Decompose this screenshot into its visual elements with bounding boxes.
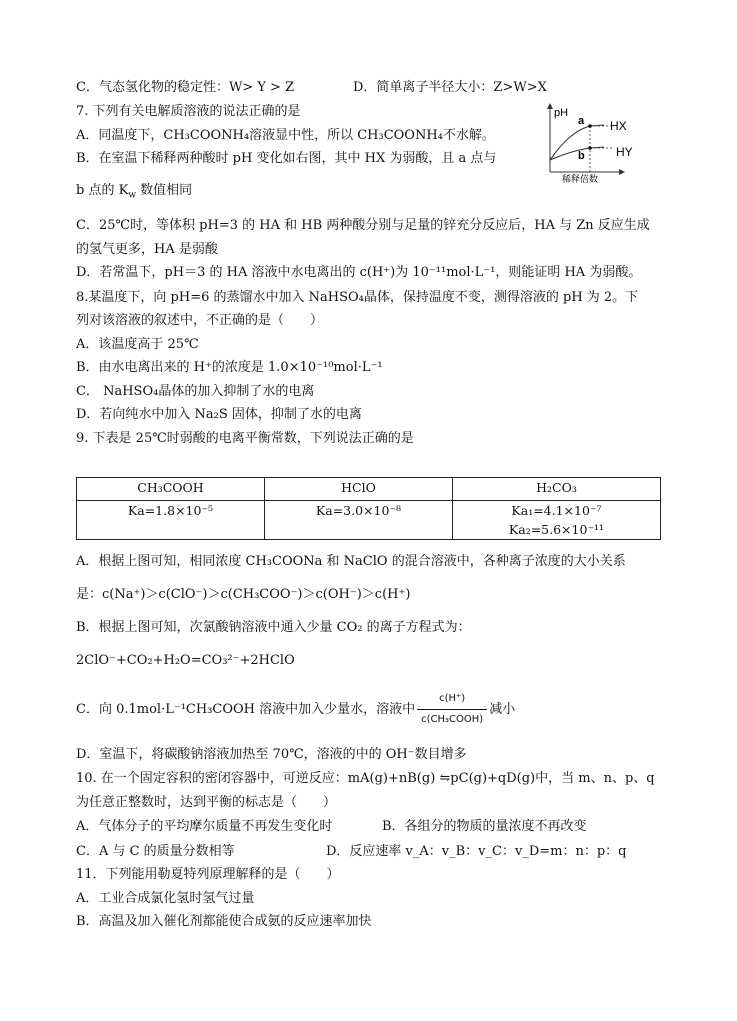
q8-option-b: B．由水电离出来的 H⁺的浓度是 1.0×10⁻¹⁰mol·L⁻¹: [76, 360, 383, 375]
q8-option-a: A．该温度高于 25℃: [76, 337, 199, 352]
q9-option-c: [76, 690, 515, 729]
q11-stem: 11．下列能用勒夏特列原理解释的是（ ）: [76, 867, 340, 882]
curve-hx: [550, 125, 604, 160]
q9-option-b-line2: 2ClO⁻+CO₂+H₂O=CO₃²⁻+2HClO: [76, 653, 295, 668]
q6-option-d: D．简单离子半径大小：Z>W>X: [353, 80, 547, 95]
q10-option-c: C．A 与 C 的质量分数相等: [76, 844, 235, 859]
q9-option-a-line1: A．根据上图可知，相同浓度 CH₃COONa 和 NaClO 的混合溶液中，各种离子浓度的大小关系: [76, 554, 626, 569]
point-b-label: b: [578, 150, 585, 162]
table-header-row: [77, 478, 661, 501]
ka-h2co3: [452, 501, 660, 540]
q7-option-a: A．同温度下，CH₃COONH₄溶液显中性，所以 CH₃COONH₄不水解。: [76, 128, 495, 143]
q7-stem: 7. 下列有关电解质溶液的说法正确的是: [76, 104, 301, 119]
ka1-h2co3: Ka₁=4.1×10⁻⁷: [511, 503, 602, 518]
q11-option-a: A．工业合成氯化氢时氢气过量: [76, 891, 255, 906]
table-value-row: [77, 501, 661, 540]
ka-ch3cooh: Ka=1.8×10⁻⁵: [77, 501, 265, 540]
q9-c-post: 减小: [489, 702, 516, 717]
q9-option-b-line1: B．根据上图可知，次氯酸钠溶液中通入少量 CO₂ 的离子方程式为：: [76, 620, 471, 635]
header-h2co3: H₂CO₃: [452, 478, 660, 501]
y-axis-label: pH: [554, 107, 569, 119]
q10-option-a: A．气体分子的平均摩尔质量不再发生变化时: [76, 819, 333, 834]
ratio-numerator: c(H⁺): [417, 690, 487, 710]
ratio-denominator: c(CH₃COOH): [421, 714, 484, 725]
q9-option-a-line2: 是：c(Na⁺)＞c(ClO⁻)＞c(CH₃COO⁻)＞c(OH⁻)＞c(H⁺): [76, 587, 411, 602]
curve-hy-label: HY: [616, 145, 633, 159]
concentration-ratio: [417, 690, 487, 729]
q7-b2-text: b 点的 K: [76, 183, 129, 198]
q7-option-b-line1: B．在室温下稀释两种酸时 pH 变化如右图，其中 HX 为弱酸，且 a 点与: [76, 151, 497, 166]
point-a-dot: [588, 124, 592, 128]
q8-option-c: C． NaHSO₄晶体的加入抑制了水的电离: [76, 384, 315, 399]
q8-stem-line2: 列对该溶液的叙述中，不正确的是（ ）: [76, 313, 324, 328]
q11-option-b: B．高温及加入催化剂都能使合成氨的反应速率加快: [76, 914, 372, 929]
header-hclo: HClO: [264, 478, 452, 501]
ionization-constant-table: [76, 477, 661, 540]
point-b-dot: [588, 146, 592, 150]
q7-option-d: D．若常温下，pH＝3 的 HA 溶液中水电离出的 c(H⁺)为 10⁻¹¹mol·L⁻¹，则能证明 HA 为弱酸。: [76, 265, 642, 280]
ka-hclo: Ka=3.0×10⁻⁸: [264, 501, 452, 540]
q10-stem-line1: 10. 在一个固定容积的密闭容器中，可逆反应：mA(g)+nB(g) ⇋pC(g)+qD(g)中，当 m、n、p、q: [76, 771, 655, 786]
q9-c-pre: C．向 0.1mol·L⁻¹CH₃COOH 溶液中加入少量水，溶液中: [76, 702, 416, 717]
q8-stem-line1: 8.某温度下，向 pH=6 的蒸馏水中加入 NaHSO₄晶体，保持温度不变，测得溶液的 pH 为 2。下: [76, 290, 639, 305]
ph-dilution-graph: [542, 102, 642, 184]
header-ch3cooh: CH₃COOH: [77, 478, 265, 501]
q8-option-d: D．若向纯水中加入 Na₂S 固体，抑制了水的电离: [76, 407, 362, 422]
x-axis-label: 稀释倍数: [562, 175, 599, 184]
q7-option-b-line2: [76, 182, 192, 205]
q10-stem-line2: 为任意正整数时，达到平衡的标志是（ ）: [76, 795, 337, 810]
ka2-h2co3: Ka₂=5.6×10⁻¹¹: [508, 522, 605, 537]
point-a-label: a: [578, 115, 585, 127]
curve-hx-label: HX: [610, 119, 627, 133]
q10-option-b: B．各组分的物质的量浓度不再改变: [382, 819, 587, 834]
q9-option-d: D．室温下，将碳酸钠溶液加热至 70℃，溶液的中的 OH⁻数目增多: [76, 747, 467, 762]
q7-b2-tail: 数值相同: [136, 183, 193, 198]
q7-b2-sub: w: [128, 190, 137, 201]
q7-option-c-line1: C．25℃时，等体积 pH=3 的 HA 和 HB 两种酸分别与足量的锌充分反应后，HA 与 Zn 反应生成: [76, 218, 650, 233]
q9-stem: 9. 下表是 25℃时弱酸的电离平衡常数，下列说法正确的是: [76, 431, 414, 446]
q10-option-d: D．反应速率 v_A：v_B：v_C：v_D=m：n：p：q: [326, 844, 627, 859]
q6-option-c: C．气态氢化物的稳定性：W> Y > Z: [76, 80, 295, 95]
q7-option-c-line2: 的氢气更多，HA 是弱酸: [76, 242, 218, 257]
